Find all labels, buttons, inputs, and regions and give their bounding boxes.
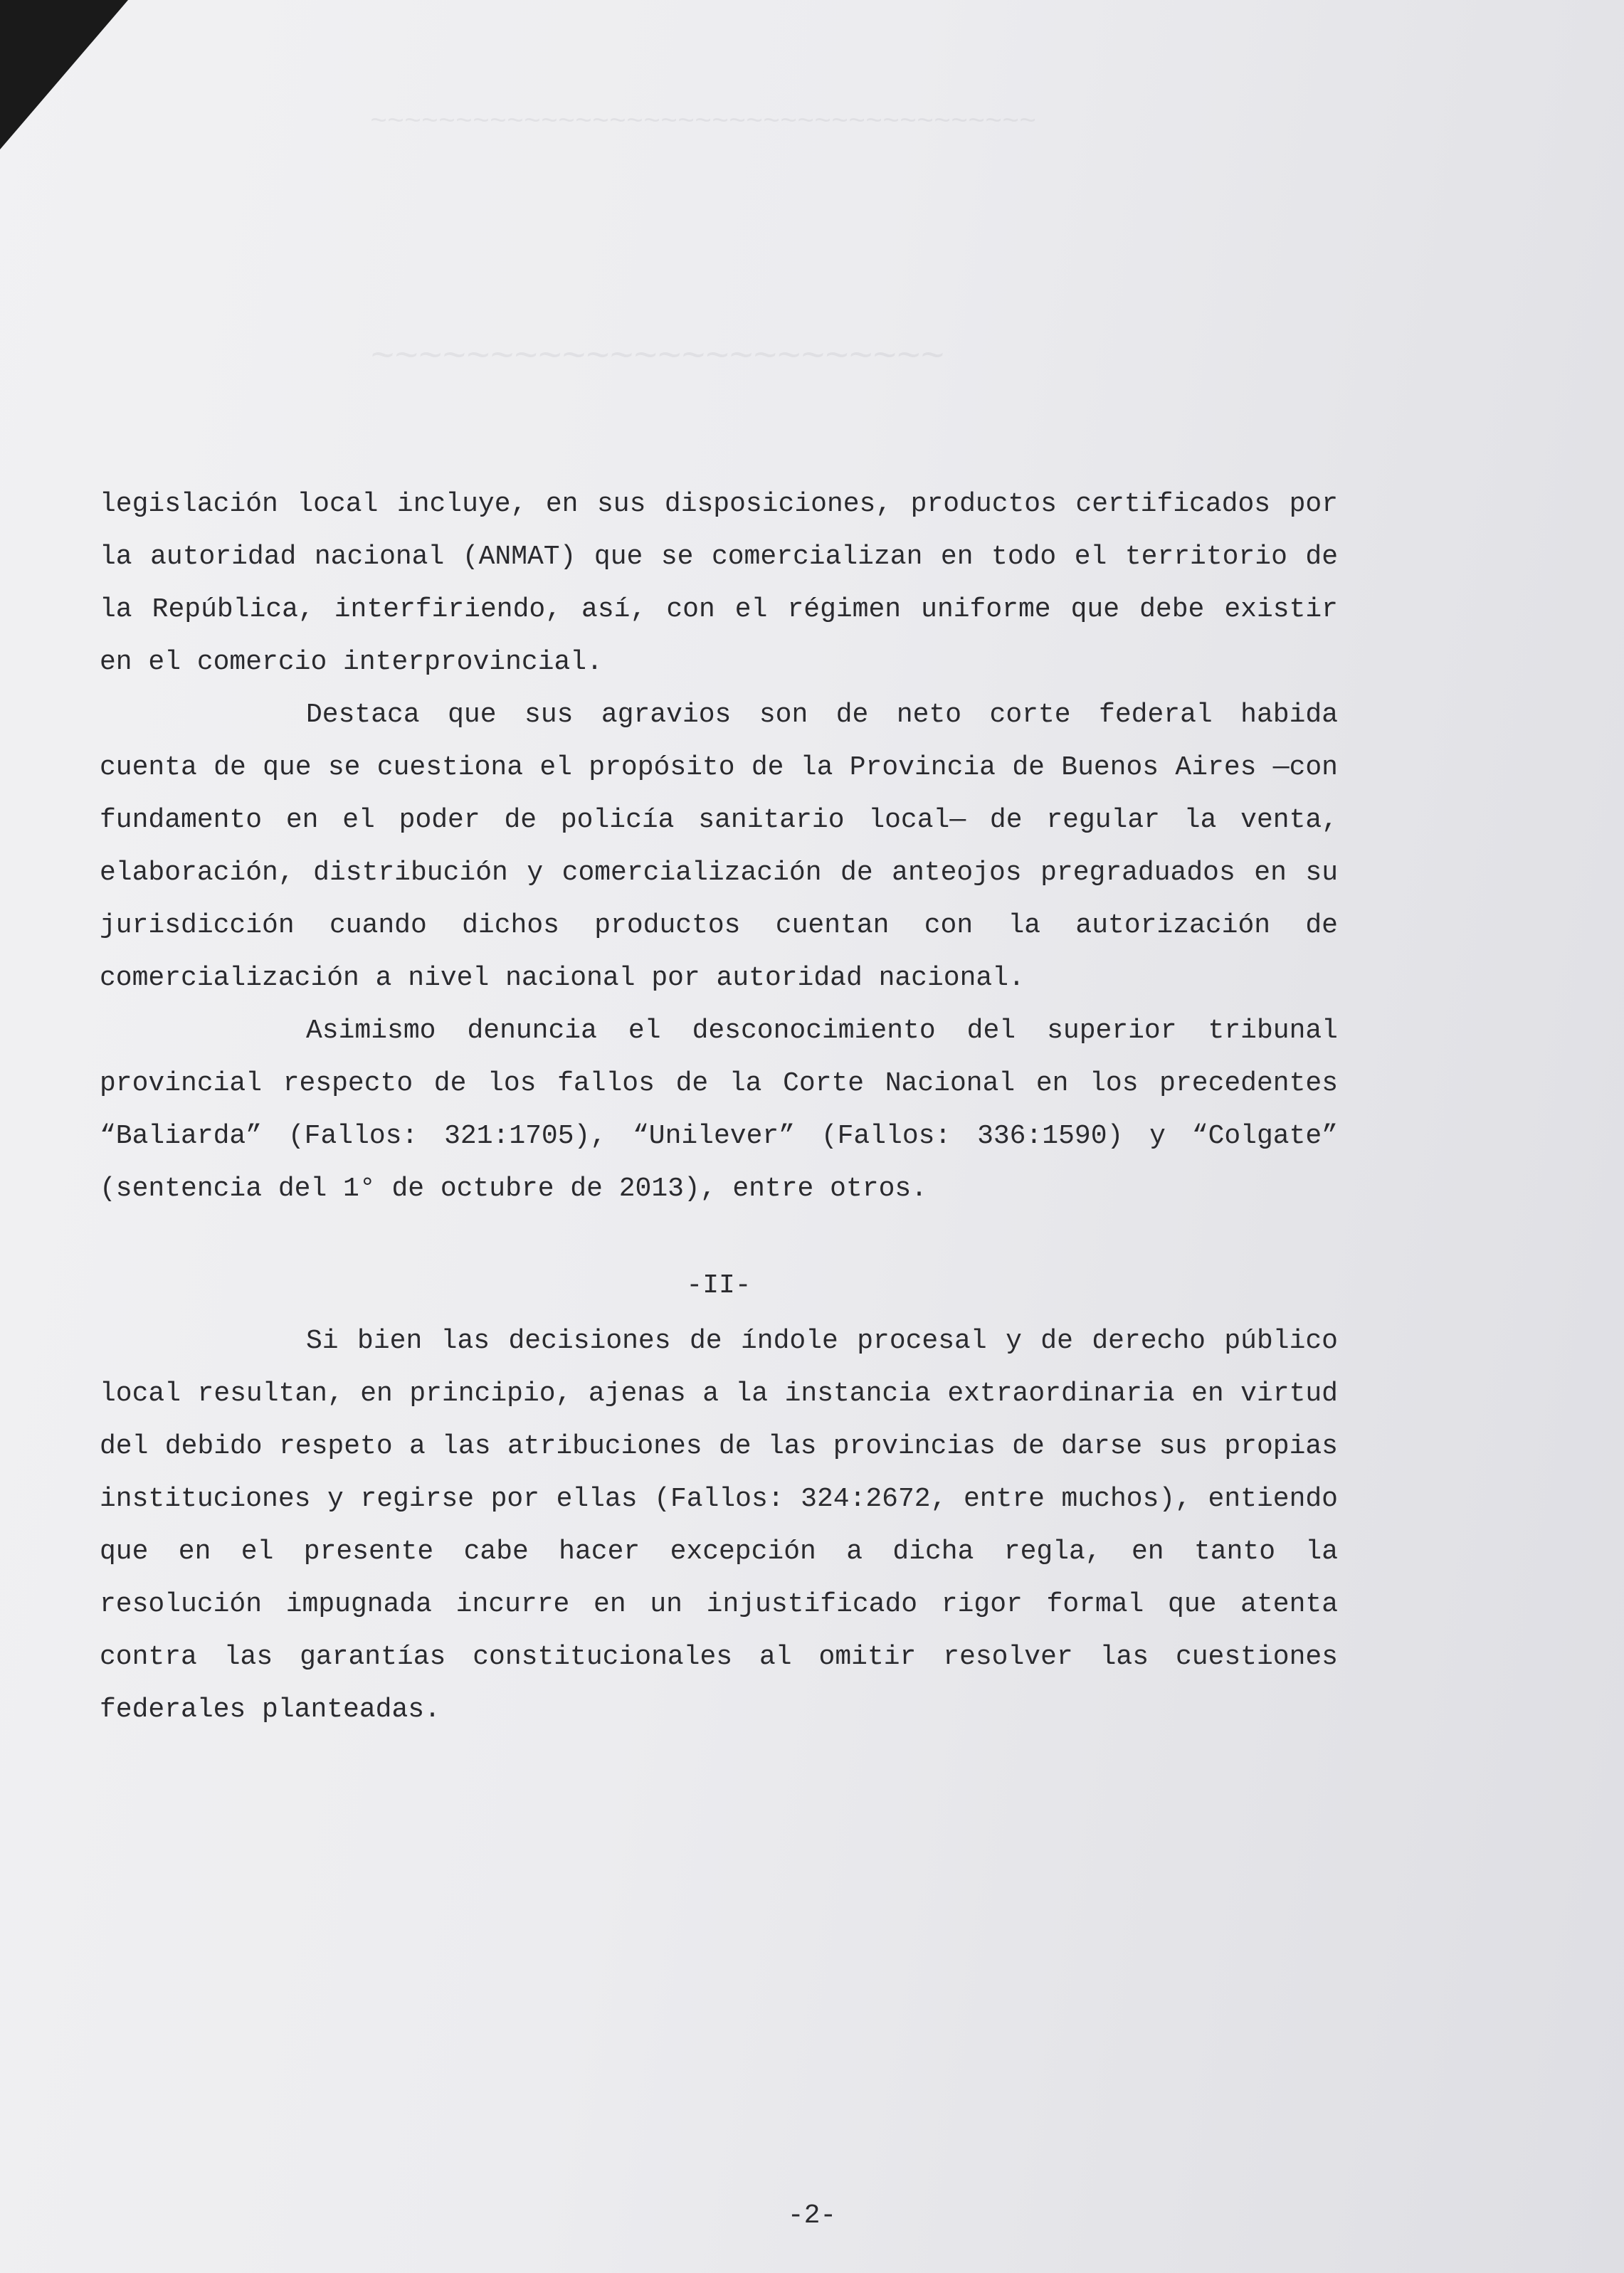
scan-corner-shadow <box>0 0 128 149</box>
paragraph-3: Asimismo denuncia el desconocimiento del superior tribunal provincial respecto de los fallos de la Corte Nacional en los precedentes “Baliarda” (Fallos: 321:1705), “Unilever” (Fallos: 336:1590) y “Colgate” (sentencia del 1° de octubre de 2013), entre otros. <box>100 1016 1338 1204</box>
section-heading: -II- <box>686 1270 752 1301</box>
paragraph-2: Destaca que sus agravios son de neto corte federal habida cuenta de que se cuestiona el propósito de la Provincia de Buenos Aires —con fundamento en el poder de policía sanitario local— de regular la venta, elaboración, distribución y comercialización de anteojos pregraduados en su jurisdicción cuando dichos productos cuentan con la autorización de comercialización a nivel nacional por autoridad nacional. <box>100 700 1338 993</box>
bleed-through-signature: ~~~~~~~~~~~~~~~~~~~~~~~~ <box>370 334 944 380</box>
body-text <box>100 478 1338 1736</box>
page-number: -2- <box>787 2200 837 2231</box>
paragraph-1: legislación local incluye, en sus disposiciones, productos certificados por la autoridad nacional (ANMAT) que se comercializan en todo el territorio de la República, interfiriendo, así, con el régimen uniforme que debe existir en el comercio interprovincial. <box>100 489 1338 677</box>
bleed-through-text: ~~~~~~~~~~~~~~~~~~~~~~~~~~~~~~~~~~~~~~~ <box>370 107 1037 139</box>
paragraph-4: Si bien las decisiones de índole procesal y de derecho público local resultan, en principio, ajenas a la instancia extraordinaria en virtud del debido respeto a las atribuciones de las provincias de darse sus propias instituciones y regirse por ellas (Fallos: 324:2672, entre muchos), entiendo que en el presente cabe hacer excepción a dicha regla, en tanto la resolución impugnada incurre en un injustificado rigor formal que atenta contra las garantías constitucionales al omitir resolver las cuestiones federales planteadas. <box>100 1326 1338 1725</box>
